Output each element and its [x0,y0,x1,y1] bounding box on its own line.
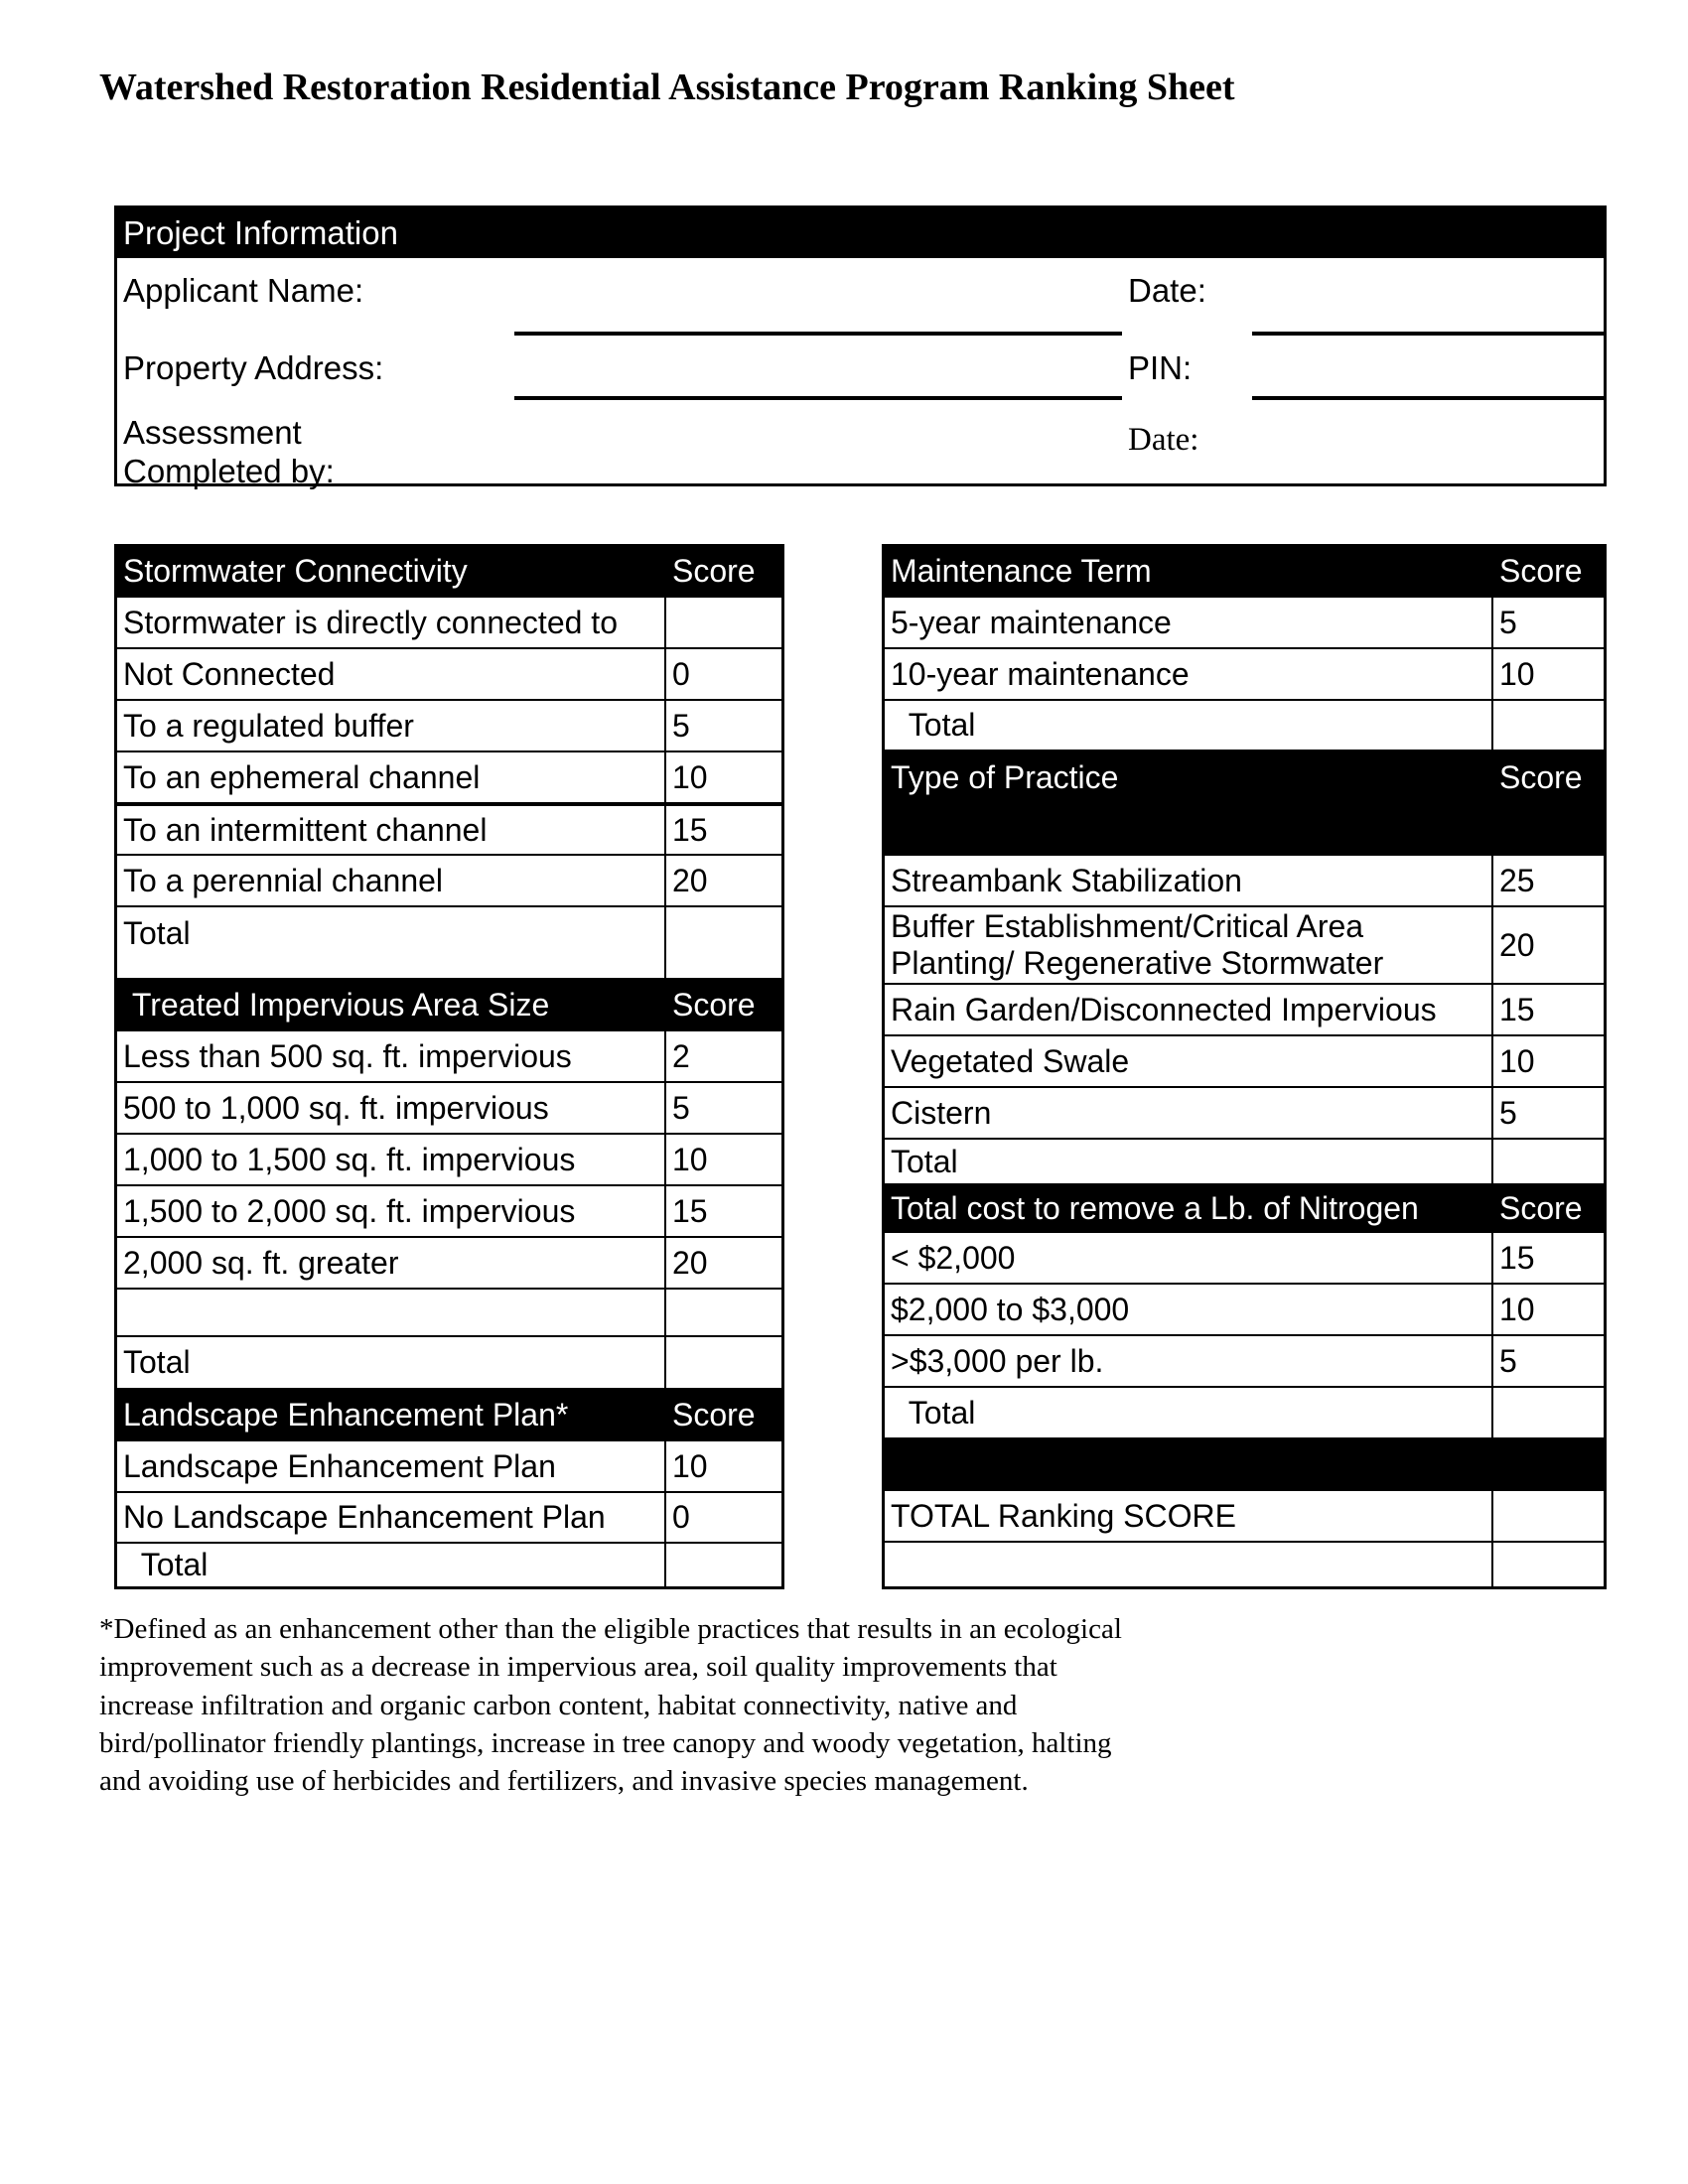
score-value: 5 [1491,598,1604,647]
score-column-header: Score [1491,1185,1604,1231]
section-header-maintenance-term [882,544,1607,596]
row-label: < $2,000 [891,1239,1016,1276]
row-label: Total [891,1143,958,1179]
row-total [882,1138,1607,1183]
row-label: Total [123,1547,209,1583]
score-value: 0 [664,649,781,699]
section-header-label: Maintenance Term [891,552,1152,589]
score-column-header: Score [1491,546,1604,596]
score-column-header [1491,1439,1604,1489]
row-label: Total [123,915,191,951]
date-field-1[interactable] [1252,258,1604,336]
project-info-header-label: Project Information [123,214,398,251]
pin-label: PIN: [1128,349,1193,386]
section-header-label: Total cost to remove a Lb. of Nitrogen [891,1189,1419,1226]
section-header-treated-impervious-area-size [114,978,784,1029]
score-column-header: Score [1491,751,1604,854]
score-value: 2 [664,1031,781,1081]
project-info-row-assessment [117,400,1604,489]
score-value: 10 [1491,649,1604,699]
score-column-header: Score [664,980,781,1029]
row-total [882,699,1607,750]
applicant-name-field[interactable] [514,258,1122,336]
row-label: Less than 500 sq. ft. impervious [123,1037,572,1074]
score-value: 5 [1491,1088,1604,1138]
score-value: 10 [664,1135,781,1184]
right-score-tables [882,544,1607,1589]
row-label: Not Connected [123,655,336,692]
score-value: 10 [664,1441,781,1491]
row-label: 1,500 to 2,000 sq. ft. impervious [123,1192,576,1229]
row-5-year-maintenance [882,596,1607,647]
section-header-landscape-enhancement-plan [114,1388,784,1439]
date-field-2[interactable] [1252,400,1604,491]
score-value: 20 [1491,907,1604,983]
score-input-cell [664,1290,781,1335]
row-buffer-establishment-critical-area-planting-regenerative-stormwater [882,905,1607,983]
project-info-header [117,208,1604,258]
project-info-table [114,205,1607,489]
row-no-landscape-enhancement-plan [114,1491,784,1542]
score-value: 20 [664,1238,781,1288]
assessment-completed-by-field[interactable] [514,400,1122,491]
row-label: Total [123,1344,191,1381]
score-input-cell [1491,1543,1604,1586]
row-to-a-perennial-channel [114,854,784,905]
row-1-500-to-2-000-sq-ft-impervious [114,1184,784,1236]
score-input-cell[interactable] [1491,1140,1604,1183]
property-address-field[interactable] [514,336,1122,400]
row-not-connected [114,647,784,699]
row-label: Landscape Enhancement Plan [123,1447,556,1484]
score-value: 5 [664,1083,781,1133]
row-label: 5-year maintenance [891,604,1172,640]
empty-cell [117,1290,664,1335]
row-label: To a regulated buffer [123,707,414,744]
property-address-label: Property Address: [123,349,384,386]
row-vegetated-swale [882,1034,1607,1086]
score-value: 10 [1491,1036,1604,1086]
row-to-an-ephemeral-channel [114,751,784,802]
row-label: No Landscape Enhancement Plan [123,1499,606,1536]
section-header-stormwater-connectivity [114,544,784,596]
row-label: Streambank Stabilization [891,862,1242,898]
row-label: Total [891,707,976,744]
row-2-000-sq-ft-greater [114,1236,784,1288]
row-landscape-enhancement-plan [114,1439,784,1491]
row-label: To an intermittent channel [123,811,488,848]
score-input-cell[interactable] [664,1544,781,1586]
score-input-cell[interactable] [664,907,781,978]
row-1-000-to-1-500-sq-ft-impervious [114,1133,784,1184]
row-streambank-stabilization [882,854,1607,905]
date-label-1: Date: [1128,272,1206,309]
section-header-label: Stormwater Connectivity [123,552,468,589]
score-input-cell[interactable] [1491,1388,1604,1437]
row-stormwater-is-directly-connected-to [114,596,784,647]
row-label: Rain Garden/Disconnected Impervious [891,991,1437,1027]
page-title: Watershed Restoration Residential Assistance Program Ranking Sheet [99,67,1235,108]
row-total [114,1542,784,1589]
section-header-label [885,1439,1491,1489]
row-less-than-500-sq-ft-impervious [114,1029,784,1081]
score-column-header: Score [664,546,781,596]
score-value: 10 [664,752,781,802]
score-value: 15 [664,1186,781,1236]
footnote: *Defined as an enhancement other than the eligible practices that results in an ecological improvement such as a decrease in impervious area, soil quality improvements that increase infiltration and organic carbon content, habitat connectivity, native and bird/pollinator friendly plantings, increase in tree canopy and woody vegetation, halting and avoiding use of herbicides and fertilizers, and invasive species management. [99,1613,1122,1798]
row-total [882,1386,1607,1437]
project-info-row-address [117,336,1604,400]
row-label: Cistern [891,1094,992,1131]
left-score-tables [114,544,784,1589]
row-label: Stormwater is directly connected to [123,604,618,640]
row-total [114,905,784,978]
row-label: 2,000 sq. ft. greater [123,1244,399,1281]
row-500-to-1-000-sq-ft-impervious [114,1081,784,1133]
row-2-000-to-3-000 [882,1283,1607,1334]
score-value: 15 [1491,1233,1604,1283]
date-label-2: Date: [1128,422,1199,458]
row-total-ranking-score [882,1489,1607,1541]
row-label: Vegetated Swale [891,1042,1130,1079]
row-label: $2,000 to $3,000 [891,1291,1130,1327]
row-10-year-maintenance [882,647,1607,699]
score-value: 25 [1491,856,1604,905]
row-label: Total [891,1394,976,1431]
score-input-cell[interactable] [664,1337,781,1388]
row-cistern [882,1086,1607,1138]
section-header-type-of-practice [882,750,1607,854]
pin-field[interactable] [1252,336,1604,400]
row-2-000 [882,1231,1607,1283]
project-info-row-applicant [117,258,1604,336]
section-header-label: Landscape Enhancement Plan* [123,1396,569,1433]
row-label: Buffer Establishment/Critical Area Planting/ Regenerative Stormwater [891,908,1384,981]
row-total [114,1335,784,1388]
row-label: >$3,000 per lb. [891,1342,1104,1379]
empty-cell [885,1543,1491,1586]
row-rain-garden-disconnected-impervious [882,983,1607,1034]
empty-row [882,1541,1607,1589]
black-bar [882,1437,1607,1489]
row-to-a-regulated-buffer [114,699,784,751]
section-header-total-cost-to-remove-a-lb-of-nitrogen [882,1183,1607,1231]
applicant-name-label: Applicant Name: [123,272,364,309]
score-value: 15 [664,806,781,854]
row-label: To a perennial channel [123,862,444,898]
section-header-label: Treated Impervious Area Size [123,986,550,1023]
score-value: 20 [664,856,781,905]
row-label: 10-year maintenance [891,655,1190,692]
section-header-label: Type of Practice [891,759,1119,795]
score-value: 5 [1491,1336,1604,1386]
row-label: To an ephemeral channel [123,758,481,795]
empty-row [114,1288,784,1335]
row-label: TOTAL Ranking SCORE [891,1497,1236,1534]
score-column-header: Score [664,1390,781,1439]
row-3-000-per-lb [882,1334,1607,1386]
score-value: 5 [664,701,781,751]
row-to-an-intermittent-channel [114,802,784,854]
assessment-completed-by-label: Assessment Completed by: [123,414,335,489]
row-label: 500 to 1,000 sq. ft. impervious [123,1089,549,1126]
score-value: 0 [664,1493,781,1542]
score-value: 15 [1491,985,1604,1034]
score-value: 10 [1491,1285,1604,1334]
row-label: 1,000 to 1,500 sq. ft. impervious [123,1141,576,1177]
score-input-cell[interactable] [664,598,781,647]
score-input-cell[interactable] [1491,701,1604,750]
score-input-cell[interactable] [1491,1491,1604,1541]
